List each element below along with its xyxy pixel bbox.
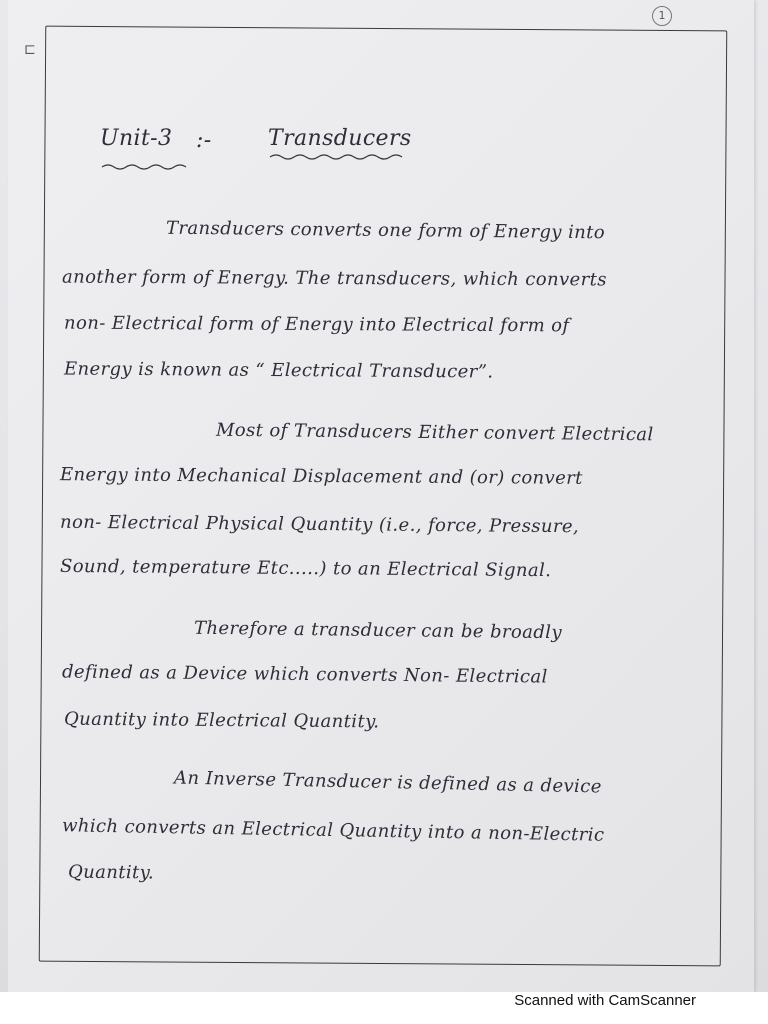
page-number: 1: [652, 6, 672, 26]
title-unit: Unit-3: [100, 126, 173, 151]
title-separator: :-: [196, 128, 212, 153]
scanner-watermark: Scanned with CamScanner: [514, 992, 696, 1009]
title-topic: Transducers: [268, 126, 412, 151]
paragraph-4-line-3: Quantity.: [67, 861, 155, 884]
title-unit-underline: [100, 162, 200, 172]
paragraph-3-line-3: Quantity into Electrical Quantity.: [63, 708, 380, 733]
paragraph-1-line-4: Energy is known as “ Electrical Transducer”.: [63, 358, 494, 383]
paragraph-1-line-1: Transducers converts one form of Energy into: [165, 217, 606, 244]
paragraph-1-line-3: non- Electrical form of Energy into Electrical form of: [63, 312, 570, 337]
paragraph-3-line-2: defined as a Device which converts Non- Electrical: [61, 661, 548, 688]
paragraph-2-line-4: Sound, temperature Etc.....) to an Electrical Signal.: [59, 555, 552, 582]
paragraph-2-line-1: Most of Transducers Either convert Electrical: [215, 419, 654, 446]
corner-mark: ⊏: [24, 42, 36, 58]
paragraph-4-line-2: which converts an Electrical Quantity into a non-Electric: [61, 815, 605, 846]
paragraph-4-line-1: An Inverse Transducer is defined as a device: [173, 767, 602, 798]
paragraph-2-line-2: Energy into Mechanical Displacement and (or) convert: [59, 464, 583, 489]
paragraph-2-line-3: non- Electrical Physical Quantity (i.e., force, Pressure,: [59, 511, 580, 538]
paragraph-1-line-2: another form of Energy. The transducers, which converts: [61, 266, 607, 291]
paragraph-3-line-1: Therefore a transducer can be broadly: [193, 617, 563, 644]
title-topic-underline: [268, 152, 418, 162]
